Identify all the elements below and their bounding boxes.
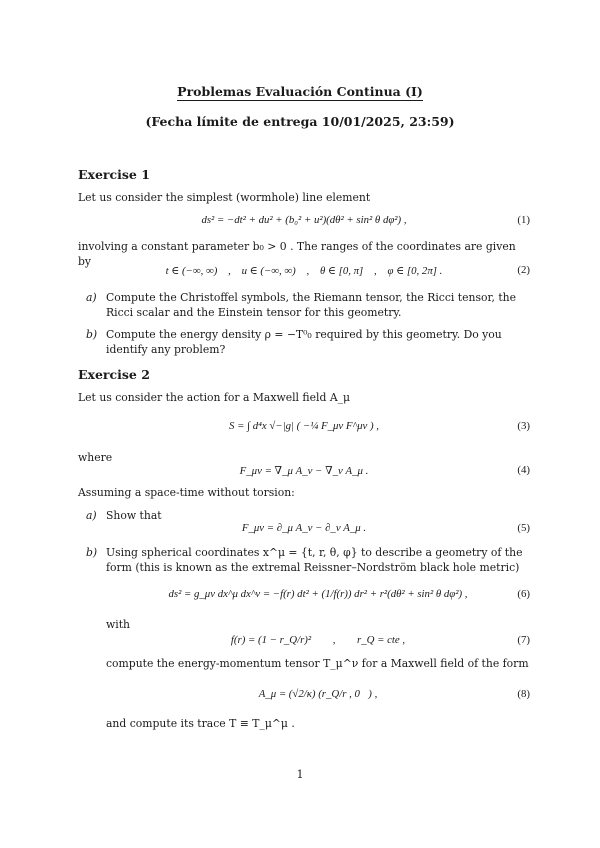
- equation-2-number: (2): [517, 264, 530, 276]
- equation-1-number: (1): [517, 214, 530, 226]
- item-text: Compute the energy density ρ = −T⁰₀ required by this geometry. Do you identify any problem?: [106, 328, 502, 356]
- equation-4-body: F_μν = ∇_μ A_ν − ∇_ν A_μ .: [239, 465, 369, 477]
- equation-6-body: ds² = g_μν dx^μ dx^ν = −f(r) dt² + (1/f(r)) dr² + r²(dθ² + sin² θ dφ²) ,: [168, 588, 468, 600]
- exercise-1-param-text: involving a constant parameter b₀ > 0 . The ranges of the coordinates are given by: [78, 240, 516, 268]
- item-label: b): [86, 328, 98, 341]
- item-text: Compute the Christoffel symbols, the Riemann tensor, the Ricci tensor, the Ricci scalar and the Einstein tensor for this geometry.: [106, 291, 517, 319]
- document-subtitle: (Fecha límite de entrega 10/01/2025, 23:59): [145, 114, 455, 129]
- exercise-1-item-a: [78, 290, 530, 322]
- equation-7-body: f(r) = (1 − r_Q/r)² , r_Q = cte ,: [230, 634, 406, 646]
- item-text: Show that: [106, 509, 162, 522]
- equation-7-number: (7): [517, 634, 530, 646]
- equation-5-number: (5): [517, 522, 530, 534]
- equation-3-number: (3): [517, 420, 530, 432]
- equation-6-number: (6): [517, 588, 530, 600]
- page-number: 1: [296, 768, 304, 781]
- equation-5-body: F_μν = ∂_μ A_ν − ∂_ν A_μ .: [241, 522, 367, 534]
- equation-8-body: A_μ = (√2/κ) (r_Q/r , 0⃗) ,: [258, 688, 378, 700]
- equation-8-number: (8): [517, 688, 530, 700]
- exercise-2-item-b: [78, 545, 530, 577]
- exercise-1-intro: Let us consider the simplest (wormhole) line element: [78, 191, 371, 204]
- item-text: Using spherical coordinates x^μ = {t, r, θ, φ} to describe a geometry of the form (this is known as the extremal Reissner–Nordström black hole metric): [106, 546, 523, 574]
- equation-3-body: S = ∫ d⁴x √−|g| ( −¼ F_μν F^μν ) ,: [229, 420, 379, 432]
- document-title: [0, 84, 600, 99]
- exercise-1-item-b: [78, 327, 530, 359]
- item-label: b): [86, 546, 98, 559]
- exercise-1-heading: Exercise 1: [78, 167, 150, 182]
- equation-2-body: t ∈ (−∞, ∞) , u ∈ (−∞, ∞) , θ ∈ [0, π] , φ ∈ [0, 2π] .: [165, 265, 443, 277]
- item-label: a): [86, 291, 97, 304]
- trace-text: and compute its trace T ≡ T_μ^μ .: [106, 717, 295, 730]
- compute-text: compute the energy-momentum tensor T_μ^ν for a Maxwell field of the form: [106, 657, 529, 670]
- where-text: where: [78, 451, 113, 464]
- exercise-2-heading: Exercise 2: [78, 367, 150, 382]
- with-text: with: [106, 618, 130, 631]
- exercise-2-intro: Let us consider the action for a Maxwell field A_μ: [78, 391, 351, 404]
- item-label: a): [86, 509, 97, 522]
- title-text: Problemas Evaluación Continua (I): [177, 84, 423, 99]
- equation-4-number: (4): [517, 464, 530, 476]
- assuming-text: Assuming a space-time without torsion:: [78, 486, 295, 499]
- equation-1-body: ds² = −dt² + du² + (b₀² + u²)(dθ² + sin² θ dφ²) ,: [201, 214, 407, 226]
